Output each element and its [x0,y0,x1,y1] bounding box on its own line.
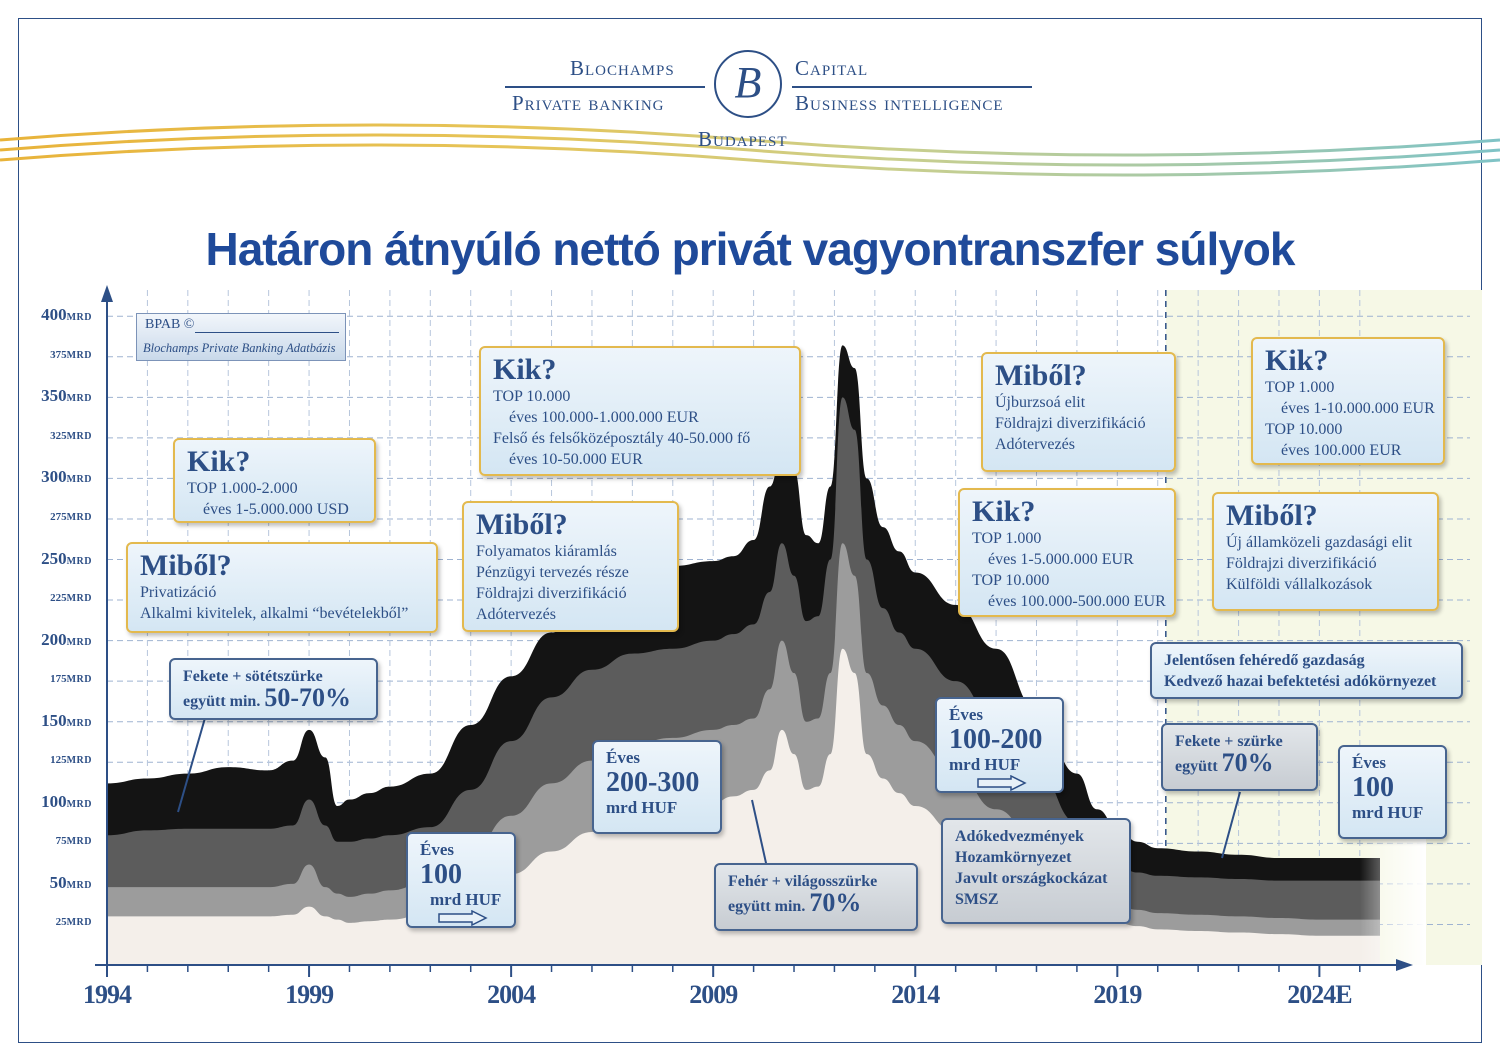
y-tick-label [50,349,92,361]
box-line: Adótervezés [476,606,556,623]
y-tick-unit: MRD [66,798,92,810]
box-line: Éves [420,840,454,859]
brand-tagline-left: Private banking [512,91,665,115]
box-line: éves 100.000 EUR [1281,442,1402,459]
brand-tagline-right: Business intelligence [795,91,1004,115]
box-line: SMSZ [955,891,999,908]
eves-box-1 [406,832,516,928]
y-tick-value: 25 [55,916,67,929]
y-tick-label [56,916,92,928]
box-highlight: 70% [809,888,862,917]
y-tick-label [41,305,92,325]
y-tick-value: 150 [41,710,67,730]
y-tick-label [41,711,92,731]
box-line [1175,748,1304,777]
box-line: Hozamkörnyezet [955,849,1072,866]
box-line: Folyamatos kiáramlás [476,543,617,560]
y-tick-unit: MRD [66,474,92,486]
y-tick-label [41,467,92,487]
box-line: éves 100.000-500.000 EUR [988,593,1166,610]
y-tick-value: 375 [50,348,67,361]
y-tick-label [50,511,92,523]
box-value: 100 [420,859,462,890]
box-line: Alkalmi kivitelek, alkalmi “bevételekből” [140,605,409,622]
kik-box-1 [173,438,376,523]
y-tick-value: 300 [41,467,67,487]
y-tick-label [56,835,92,847]
box-line: Földrajzi diverzifikáció [476,585,627,602]
box-value: 200-300 [606,767,700,798]
box-line: mrd HUF [606,798,678,817]
mibol-box-2 [462,501,679,632]
box-line: éves 1-5.000.000 USD [203,501,349,518]
box-line: Kedvező hazai befektetési adókörnyezet [1164,673,1437,690]
y-tick-label [41,386,92,406]
y-tick-unit: MRD [66,917,92,929]
box-line: éves 10-50.000 EUR [509,451,643,468]
box-heading: Kik? [972,495,1036,528]
y-tick-unit: MRD [66,717,92,729]
y-tick-value: 350 [41,386,67,406]
y-tick-value: 100 [41,791,67,811]
x-tick-label: 2014 [891,980,940,1009]
box-line: Adókedvezmények [955,828,1084,845]
box-line: éves 100.000-1.000.000 EUR [509,409,699,426]
logo-letter: B [734,58,762,107]
stamp-rule [195,332,339,333]
box-line [728,888,904,917]
arrow-right-icon [977,775,1027,791]
y-tick-unit: MRD [66,593,92,605]
mibol-box-4 [1212,492,1439,611]
y-tick-value: 325 [50,429,67,442]
y-tick-label [50,873,92,893]
y-tick-value: 400 [41,305,67,325]
y-tick-unit: MRD [66,511,92,523]
y-tick-value: 175 [50,673,67,686]
y-tick-unit: MRD [66,636,92,648]
mibol-box-1 [126,542,438,633]
box-line: TOP 10.000 [972,572,1050,589]
box-line: TOP 10.000 [493,388,571,405]
outlook-box [1150,642,1463,699]
box-value: 100 [1352,772,1394,803]
y-tick-label [50,592,92,604]
box-line: Fekete + szürke [1175,733,1283,750]
callout-box-2 [714,863,918,931]
y-tick-value: 50 [49,872,67,892]
y-tick-unit: MRD [66,555,92,567]
box-line-part: együtt min. [183,693,261,710]
box-line: Éves [606,748,640,767]
kik-box-2 [479,346,801,476]
box-line: Új államközeli gazdasági elit [1226,534,1413,551]
y-tick-label [50,673,92,685]
kik-box-4 [1251,337,1445,465]
kik-box-3 [958,488,1176,617]
box-heading: Miből? [476,508,568,541]
y-tick-label [41,792,92,812]
y-tick-label [50,430,92,442]
y-tick-unit: MRD [66,349,92,361]
y-tick-value: 225 [50,592,67,605]
stamp-source: Blochamps Private Banking Adatbázis [143,341,336,355]
box-heading: Kik? [493,353,557,386]
y-tick-unit: MRD [66,674,92,686]
box-heading: Miből? [140,549,232,582]
stamp-code: BPAB © [145,317,195,332]
brand-city: Budapest [698,127,788,151]
box-line: Fehér + világosszürke [728,873,878,890]
box-heading: Miből? [1226,499,1318,532]
box-line: mrd HUF [430,890,502,909]
box-line: TOP 1.000-2.000 [187,480,298,497]
box-line: Újburzsoá elit [995,394,1086,411]
box-heading: Miből? [995,359,1087,392]
eves-box-4 [1338,745,1447,839]
mibol-box-3 [981,352,1176,472]
box-line: Pénzügyi tervezés része [476,564,629,581]
x-tick-label: 2009 [689,980,738,1009]
box-highlight: 50-70% [264,683,351,712]
y-tick-unit: MRD [66,312,92,324]
y-tick-unit: MRD [66,755,92,767]
callout-box-3 [1161,723,1318,791]
box-line: Éves [1352,753,1386,772]
y-axis-arrow [101,285,113,302]
box-line: Földrajzi diverzifikáció [995,415,1146,432]
x-ticks [107,965,1360,977]
reasons-box [941,818,1131,924]
chart-title: Határon átnyúló nettó privát vagyontranszfer súlyok [205,223,1295,275]
y-tick-value: 200 [41,629,67,649]
series-fade [1360,820,1426,965]
x-tick-label: 1994 [83,980,131,1009]
box-line: Jelentősen fehéredő gazdaság [1164,652,1365,669]
box-line: Földrajzi diverzifikáció [1226,555,1377,572]
y-tick-label [41,630,92,650]
y-tick-unit: MRD [66,879,92,891]
box-line: Külföldi vállalkozások [1226,576,1373,593]
brand-name-left: Blochamps [570,56,675,80]
y-tick-unit: MRD [66,393,92,405]
box-line: TOP 10.000 [1265,421,1343,438]
box-line: mrd HUF [949,755,1021,774]
y-tick-unit: MRD [66,430,92,442]
y-tick-label [50,754,92,766]
y-tick-value: 125 [50,754,67,767]
box-line: éves 1-5.000.000 EUR [988,551,1134,568]
box-line: Adótervezés [995,436,1075,453]
box-line: mrd HUF [1352,803,1424,822]
box-line: TOP 1.000 [1265,379,1335,396]
box-line-part: együtt [1175,758,1218,775]
x-tick-label: 2019 [1093,980,1142,1009]
y-tick-label [41,549,92,569]
box-line: Privatizáció [140,584,217,601]
box-line [183,683,364,712]
box-line: Éves [949,705,983,724]
box-line: Felső és felsőközéposztály 40-50.000 fő [493,430,751,447]
y-tick-value: 275 [50,510,67,523]
y-tick-value: 250 [41,548,67,568]
callout-box-1 [169,658,378,720]
arrow-right-icon [438,910,488,926]
box-heading: Kik? [1265,344,1329,377]
box-highlight: 70% [1221,748,1274,777]
eves-box-2 [592,740,722,834]
y-tick-value: 75 [55,835,67,848]
source-stamp [136,313,346,361]
brand-name-right: Capital [795,56,869,80]
box-line: TOP 1.000 [972,530,1042,547]
box-value: 100-200 [949,724,1043,755]
x-tick-label: 1999 [285,980,334,1009]
box-heading: Kik? [187,445,251,478]
x-tick-label: 2024E [1287,980,1352,1009]
box-line: Fekete + sötétszürke [183,668,323,685]
x-tick-label: 2004 [487,980,536,1009]
box-line-part: együtt min. [728,898,806,915]
eves-box-3 [935,697,1064,793]
y-tick-unit: MRD [66,836,92,848]
box-line: éves 1-10.000.000 EUR [1281,400,1435,417]
box-line: Javult országkockázat [955,870,1108,887]
